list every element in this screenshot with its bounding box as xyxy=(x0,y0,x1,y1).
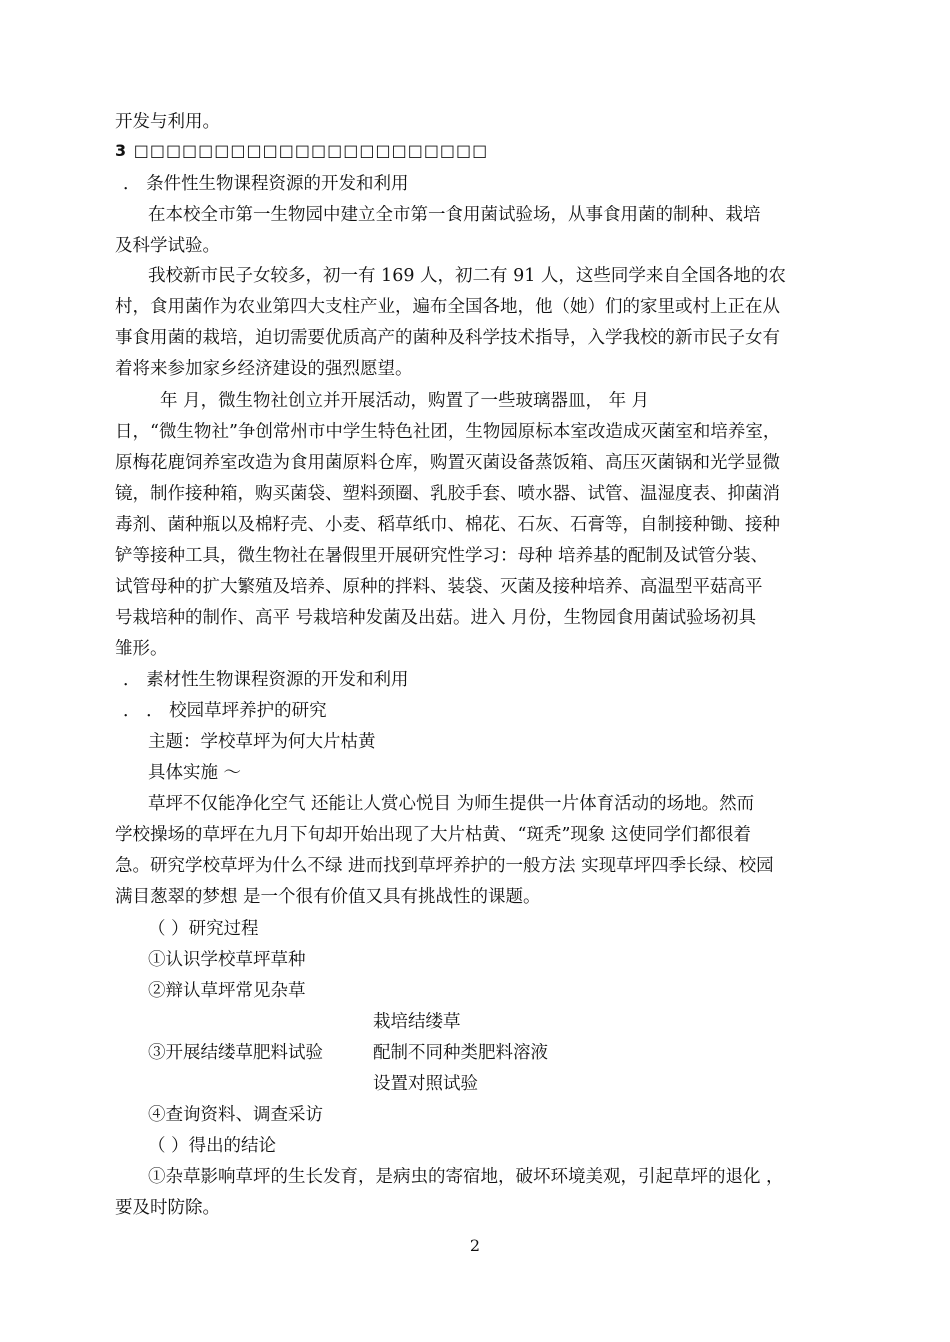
text-line: 在本校全市第一生物园中建立全市第一食用菌试验场，从事食用菌的制种、栽培 xyxy=(148,205,761,225)
sub-list-item: 配制不同种类肥料溶液 xyxy=(373,1043,548,1063)
text-line: 日，“微生物社”争创常州市中学生特色社团，生物园原标本室改造成灭菌室和培养室， xyxy=(115,422,781,442)
text-line: 镜，制作接种箱，购买菌袋、塑料颈圈、乳胶手套、喷水器、试管、温湿度表、抑菌消 xyxy=(115,484,780,504)
text-line: 开发与利用。 xyxy=(115,112,220,132)
text-line: 满目葱翠的梦想 是一个很有价值又具有挑战性的课题。 xyxy=(115,887,541,907)
subsection-heading: ． ． 校园草坪养护的研究 xyxy=(123,701,327,721)
list-item: ②辩认草坪常见杂草 xyxy=(148,981,306,1001)
text-line: 毒剂、菌种瓶以及棉籽壳、小麦、稻草纸巾、棉花、石灰、石膏等，自制接种锄、接种 xyxy=(115,515,780,535)
list-heading: （ ）得出的结论 xyxy=(148,1136,277,1156)
subsection-heading: ． 条件性生物课程资源的开发和利用 xyxy=(123,174,409,194)
text-line: 号栽培种的制作、高平 号栽培种发菌及出菇。进入 月份，生物园食用菌试验场初具 xyxy=(115,608,757,628)
section-heading: 3 □□□□□□□□□□□□□□□□□□□□□□ xyxy=(115,141,489,160)
list-heading: （ ）研究过程 xyxy=(148,919,259,939)
text-line: 原梅花鹿饲养室改造为食用菌原料仓库，购置灭菌设备蒸饭箱、高压灭菌锅和光学显微 xyxy=(115,453,780,473)
text-line: 要及时防除。 xyxy=(115,1198,220,1218)
list-item: ①杂草影响草坪的生长发育，是病虫的寄宿地，破坏环境美观，引起草坪的退化 ， xyxy=(148,1167,784,1187)
list-item: ①认识学校草坪草种 xyxy=(148,950,306,970)
list-item: ④查询资料、调查采访 xyxy=(148,1105,323,1125)
text-line: 我校新市民子女较多，初一有 169 人，初二有 91 人，这些同学来自全国各地的农 xyxy=(148,266,786,286)
text-line: 急。研究学校草坪为什么不绿 进而找到草坪养护的一般方法 实现草坪四季长绿、校园 xyxy=(115,856,774,876)
subsection-heading: ． 素材性生物课程资源的开发和利用 xyxy=(123,670,409,690)
text-line: 着将来参加家乡经济建设的强烈愿望。 xyxy=(115,359,413,379)
text-line: 雏形。 xyxy=(115,639,168,659)
text-line: 主题：学校草坪为何大片枯黄 xyxy=(148,732,376,752)
text-line: 村，食用菌作为农业第四大支柱产业，遍布全国各地，他（她）们的家里或村上正在从 xyxy=(115,297,780,317)
sub-list-item: 栽培结缕草 xyxy=(373,1012,461,1032)
text-line: 试管母种的扩大繁殖及培养、原种的拌料、装袋、灭菌及接种培养、高温型平菇高平 xyxy=(115,577,763,597)
page-number: 2 xyxy=(469,1236,481,1255)
text-line: 具体实施 ～ xyxy=(148,763,242,783)
list-item: ③开展结缕草肥料试验 xyxy=(148,1043,323,1063)
text-line: 学校操场的草坪在九月下旬却开始出现了大片枯黄、“斑秃”现象 这使同学们都很着 xyxy=(115,825,751,845)
text-line: 及科学试验。 xyxy=(115,236,220,256)
text-line: 铲等接种工具，微生物社在暑假里开展研究性学习：母种 培养基的配制及试管分装、 xyxy=(115,546,769,566)
sub-list-item: 设置对照试验 xyxy=(373,1074,478,1094)
text-line: 年 月，微生物社创立并开展活动，购置了一些玻璃器皿， 年 月 xyxy=(160,391,650,411)
text-line: 草坪不仅能净化空气 还能让人赏心悦目 为师生提供一片体育活动的场地。然而 xyxy=(148,794,755,814)
text-line: 事食用菌的栽培，迫切需要优质高产的菌种及科学技术指导，入学我校的新市民子女有 xyxy=(115,328,780,348)
